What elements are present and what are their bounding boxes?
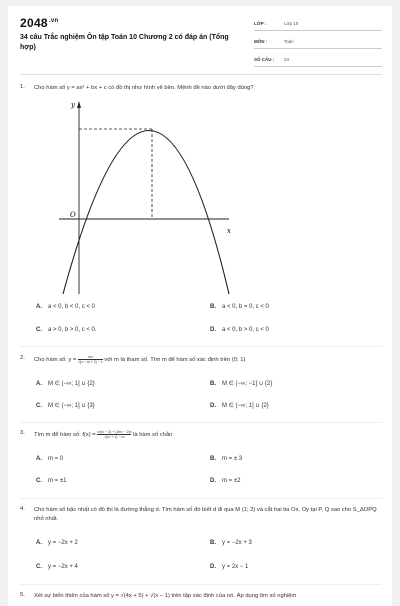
q3-option-c[interactable]: [36, 478, 66, 484]
text-before: Tìm m để hàm số: f(x) =: [34, 432, 96, 439]
option-text: m = ±1: [48, 478, 67, 484]
q4-option-a[interactable]: [36, 540, 78, 546]
option-label: C.: [36, 478, 42, 484]
x-axis-label: x: [227, 227, 231, 235]
option-text: a > 0, b > 0, c < 0.: [48, 327, 97, 333]
meta-row-subject: [254, 34, 382, 49]
logo-text: 2048: [20, 16, 48, 30]
q3-option-a[interactable]: [36, 456, 63, 462]
logo-suffix: .vn: [48, 18, 59, 24]
meta-value: 34: [284, 56, 290, 62]
q4-option-c[interactable]: [36, 564, 78, 570]
question-divider: [20, 422, 382, 423]
q4-option-d[interactable]: [210, 564, 248, 570]
option-text: y = −2x + 4: [48, 564, 78, 570]
q3-option-b[interactable]: [210, 456, 242, 462]
question-divider: [20, 584, 382, 585]
option-label: C.: [36, 564, 42, 570]
text-before: Cho hàm số: y =: [34, 357, 77, 364]
q1-option-d[interactable]: [210, 327, 269, 333]
fraction: [97, 430, 131, 439]
meta-key: LỚP :: [254, 20, 267, 26]
text-after: là hàm số chẵn: [133, 432, 173, 439]
parabola-curve: [63, 131, 229, 295]
option-label: A.: [36, 540, 42, 546]
option-label: C.: [36, 403, 42, 409]
q2-option-d[interactable]: [210, 402, 269, 409]
fraction-numerator: mx: [88, 355, 93, 359]
document-page: [8, 6, 392, 606]
fraction: [78, 355, 103, 364]
option-text: m = ±2: [222, 478, 241, 484]
meta-row-class: [254, 16, 382, 31]
option-text: M ∈ (−∞; 1] ∪ {2}: [48, 381, 95, 387]
option-text: a < 0, b = 0, c < 0: [222, 304, 269, 310]
option-text: M ∈ (−∞; 1] ∪ {3}: [48, 403, 95, 409]
question-5: [20, 592, 382, 600]
text-after: với m là tham số. Tìm m để hàm số xác định trên (0; 1): [104, 357, 246, 364]
question-number: 1.: [20, 84, 25, 90]
question-divider: [20, 498, 382, 499]
option-text: a < 0, b < 0, c < 0: [48, 304, 95, 310]
parabola-graph: [59, 99, 239, 294]
question-number: 4.: [20, 506, 25, 512]
option-label: B.: [210, 304, 216, 310]
option-text: M ∈ (−∞; 1] ∪ {2}: [222, 403, 269, 409]
question-number: 2.: [20, 355, 25, 361]
question-number: 5.: [20, 592, 25, 598]
fraction-numerator: x²(x² − 2) + (2m² − 2)x: [97, 430, 132, 434]
option-label: A.: [36, 304, 42, 310]
option-label: A.: [36, 456, 42, 462]
meta-value: Toán: [284, 38, 294, 44]
header-divider: [20, 74, 382, 75]
meta-row-count: [254, 52, 382, 67]
option-text: y = −2x + 3: [222, 540, 252, 546]
option-label: D.: [210, 478, 216, 484]
option-label: D.: [210, 327, 216, 333]
option-label: B.: [210, 456, 216, 462]
fraction-denominator: √(x² + 1) − m: [97, 434, 131, 439]
option-label: B.: [210, 540, 216, 546]
q1-option-c[interactable]: [36, 327, 97, 333]
option-text: M ∈ (−∞; −1] ∪ {2}: [222, 381, 273, 387]
question-text: [34, 355, 380, 365]
question-number: 3.: [20, 430, 25, 436]
option-text: m = 0: [48, 456, 64, 462]
site-logo[interactable]: [20, 16, 58, 30]
question-text: Cho hàm số y = ax² + bx + c có đồ thị như hình vẽ bên. Mệnh đề nào dưới đây đúng?: [34, 85, 254, 91]
meta-info: [254, 16, 382, 70]
question-text: [34, 430, 380, 440]
option-label: B.: [210, 381, 216, 387]
page-title: 34 câu Trắc nghiệm Ôn tập Toán 10 Chương 2 có đáp án (Tổng hợp): [20, 34, 229, 51]
question-text: Cho hàm số bậc nhất có đồ thị là đường thẳng d. Tìm hàm số đó biết d đi qua M (1; 2) và cắt hai tia Ox, Oy tại P, Q sao cho S_ΔOPQ nhỏ nhất.: [34, 507, 377, 522]
option-label: D.: [210, 564, 216, 570]
option-text: y = −2x + 2: [48, 540, 78, 546]
fraction-denominator: √(x − m + 2) − 1: [78, 360, 103, 364]
meta-key: SỐ CÂU :: [254, 56, 275, 62]
question-divider: [20, 346, 382, 347]
q2-option-b[interactable]: [210, 380, 272, 387]
q1-option-b[interactable]: [210, 304, 269, 310]
question-text: Xét sự biến thiên của hàm số y = √(4x + 5) + √(x − 1) trên tập xác định của nó. Áp dụng tìm số nghiệm: [34, 593, 297, 599]
meta-value: Lớp 10: [284, 20, 299, 26]
origin-label: O: [70, 211, 76, 219]
y-axis-arrow: [77, 101, 81, 108]
q3-option-d[interactable]: [210, 478, 240, 484]
meta-key: MÔN :: [254, 38, 268, 44]
q4-option-b[interactable]: [210, 540, 252, 546]
q2-option-c[interactable]: [36, 402, 95, 409]
option-label: A.: [36, 381, 42, 387]
option-text: m = ± 3: [222, 456, 243, 462]
y-axis-label: y: [71, 101, 75, 109]
option-text: y = 2x − 1: [222, 564, 249, 570]
option-label: D.: [210, 403, 216, 409]
q2-option-a[interactable]: [36, 380, 95, 387]
option-text: a < 0, b > 0, c < 0: [222, 327, 269, 333]
q1-option-a[interactable]: [36, 304, 95, 310]
option-label: C.: [36, 327, 42, 333]
